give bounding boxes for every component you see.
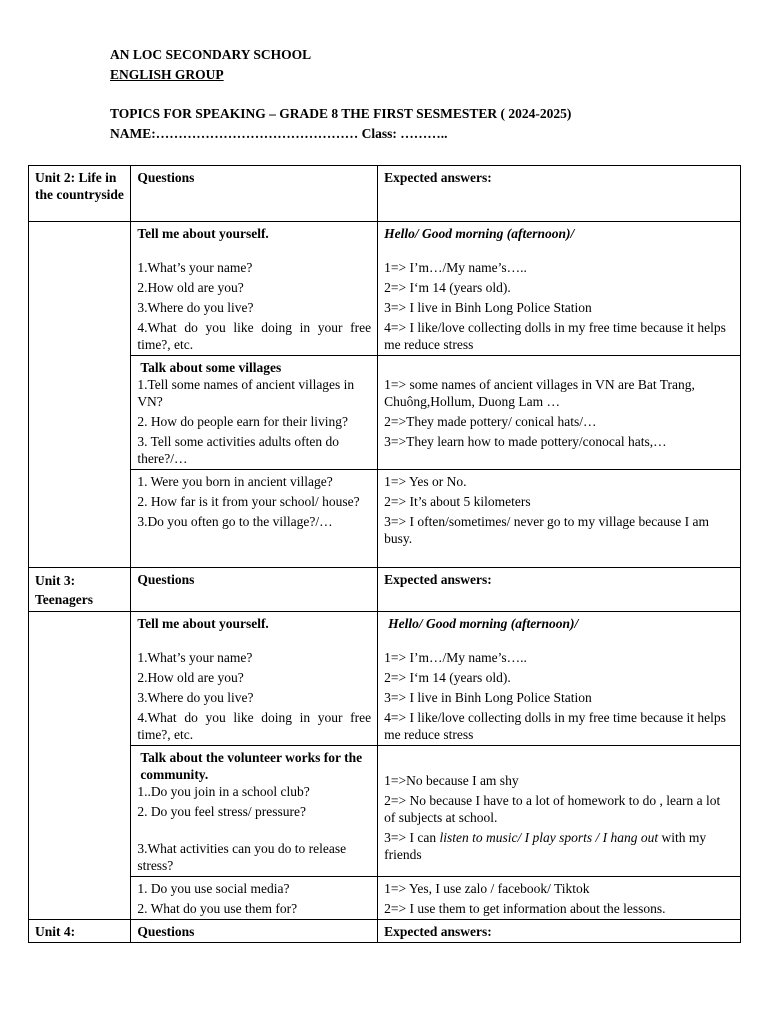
answer-italic-text: listen to music/ I play sports / I hang out [439,830,659,845]
answer: 2=> It’s about 5 kilometers [384,494,531,509]
topics-table [28,165,741,943]
answer: 1=> Yes or No. [384,474,467,489]
question: 3.Where do you live? [137,300,254,315]
answer: 3=> I often/sometimes/ never go to my village because I am busy. [384,514,710,546]
answer-text: 3=> I can [384,830,440,845]
school-name: AN LOC SECONDARY SCHOOL [110,47,312,62]
questions-cell [131,222,378,356]
table-row [29,356,741,470]
questions-cell [131,746,378,877]
table-row [29,470,741,568]
answers-cell [378,222,741,356]
answer: 2=> I use them to get information about the lessons. [384,901,666,916]
answers-cell [378,356,741,470]
question: 4.What do you like doing in your free time?, etc. [137,710,372,742]
question: 2. How far is it from your school/ house? [137,494,360,509]
answer: 1=> Yes, I use zalo / facebook/ Tiktok [384,881,590,896]
name-class-line: NAME:……………………………………… Class: ……….. [110,126,448,141]
greeting-answer: Hello/ Good morning (afternoon)/ [388,616,579,631]
answers-header: Expected answers: [378,920,741,943]
empty-cell [29,222,131,568]
table-row [29,920,741,943]
section-title: Talk about the volunteer works for the community. [140,750,363,782]
table-row [29,612,741,746]
question: 2.How old are you? [137,670,244,685]
questions-header: Questions [131,920,378,943]
table-row [29,166,741,222]
question: 4.What do you like doing in your free time?, etc. [137,320,372,352]
answer: 4=> I like/love collecting dolls in my free time because it helps me reduce stress [384,710,726,742]
questions-cell [131,356,378,470]
greeting-answer: Hello/ Good morning (afternoon)/ [384,226,575,241]
section-title: Tell me about yourself. [137,226,269,241]
question: 3.Where do you live? [137,690,254,705]
question: 1. Were you born in ancient village? [137,474,333,489]
question: 3. Tell some activities adults often do there?/… [137,434,339,466]
answer: 3=>They learn how to made pottery/conocal hats,… [384,434,667,449]
question: 1.Tell some names of ancient villages in VN? [137,377,355,409]
table-row [29,222,741,356]
answer: 3=> I live in Binh Long Police Station [384,690,592,705]
answers-cell [378,612,741,746]
questions-header: Questions [131,166,378,222]
answers-cell [378,746,741,877]
answers-header: Expected answers: [378,166,741,222]
answer: 3=> I live in Binh Long Police Station [384,300,592,315]
questions-cell [131,877,378,920]
answer: 1=>No because I am shy [384,773,519,788]
answers-header: Expected answers: [378,568,741,612]
answer [384,829,734,863]
question: 1. Do you use social media? [137,881,290,896]
questions-cell [131,470,378,568]
question: 2. Do you feel stress/ pressure? [137,804,307,819]
table-row [29,877,741,920]
answer: 2=>They made pottery/ conical hats/… [384,414,597,429]
answer: 4=> I like/love collecting dolls in my free time because it helps me reduce stress [384,320,726,352]
answer: 2=> No because I have to a lot of homework to do , learn a lot of subjects at school. [384,793,721,825]
unit-label: Unit 2: Life in the countryside [29,166,131,222]
question: 3.Do you often go to the village?/… [137,514,333,529]
answers-cell [378,470,741,568]
answers-cell [378,877,741,920]
answer: 2=> I‘m 14 (years old). [384,280,511,295]
answer: 2=> I‘m 14 (years old). [384,670,511,685]
answer: 1=> I’m…/My name’s….. [384,650,527,665]
section-title: Talk about some villages [140,360,282,375]
unit-label: Unit 4: [29,920,131,943]
answer: 1=> some names of ancient villages in VN are Bat Trang, Chuông,Hollum, Duong Lam … [384,377,695,409]
answer-text: with my friends [384,830,707,862]
section-title: Tell me about yourself. [137,616,269,631]
topics-title: TOPICS FOR SPEAKING – GRADE 8 THE FIRST SESMESTER ( 2024-2025) [110,106,572,121]
group-name: ENGLISH GROUP [110,67,224,82]
questions-header: Questions [131,568,378,612]
question: 1.What’s your name? [137,650,253,665]
table-row [29,746,741,877]
question: 2. What do you use them for? [137,901,298,916]
question: 1..Do you join in a school club? [137,784,310,799]
question: 1.What’s your name? [137,260,253,275]
answer: 1=> I’m…/My name’s….. [384,260,527,275]
document-header [110,45,571,144]
questions-cell [131,612,378,746]
empty-cell [29,612,131,920]
table-row [29,568,741,612]
question: 2. How do people earn for their living? [137,414,348,429]
question: 3.What activities can you do to release stress? [137,841,347,873]
unit-label: Unit 3: Teenagers [29,568,131,612]
question: 2.How old are you? [137,280,244,295]
